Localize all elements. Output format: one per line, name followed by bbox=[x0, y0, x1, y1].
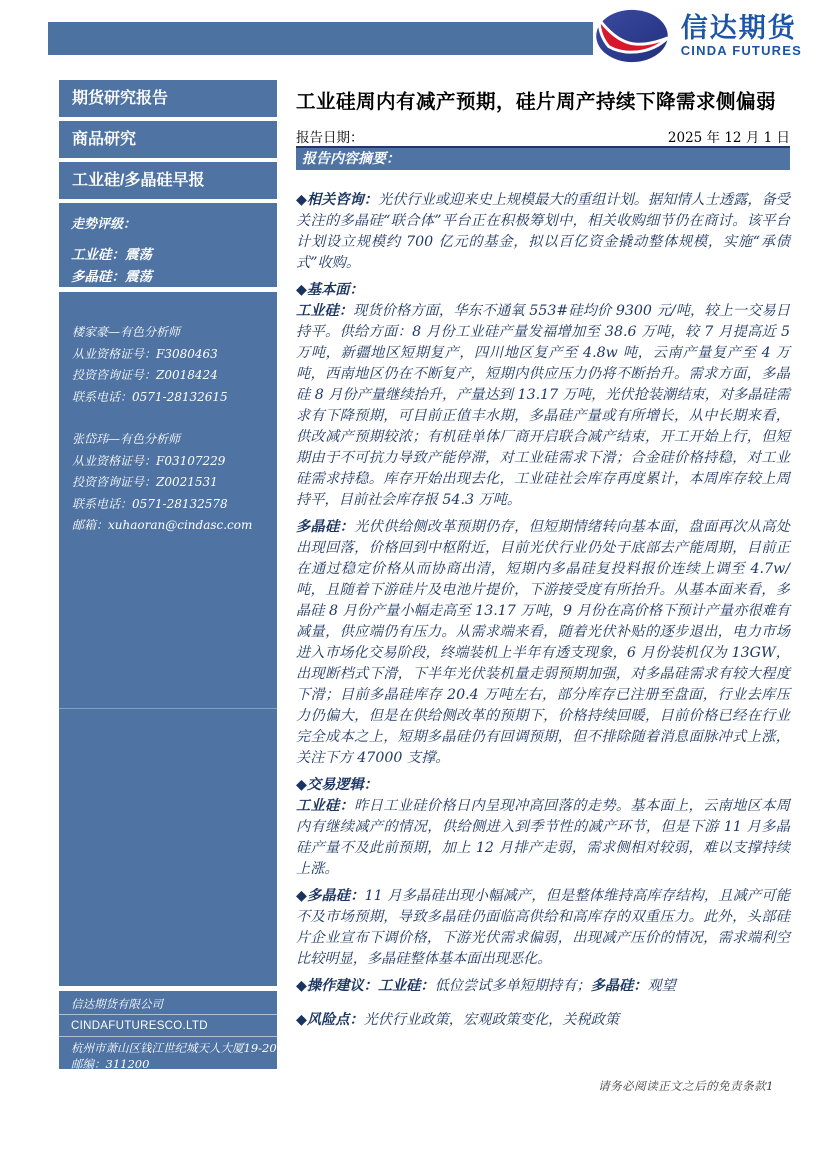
sidebar-tabs bbox=[59, 80, 277, 199]
trend-rating-label: 多晶硅： bbox=[71, 269, 125, 285]
sidebar-tab-2: 工业硅/多晶硅早报 bbox=[59, 162, 277, 199]
analyst-detail-line: 投资咨询证号：Z0018424 bbox=[72, 368, 218, 382]
paragraph-text: 光伏供给侧改革预期仍存，但短期情绪转向基本面，盘面再次从高处出现回落，价格回到中枢附近，目前光伏行业仍处于底部去产能周期，目前正在通过稳定价格从而协商出清，短期内多晶硅复投料报价连续上调至 4.7w/吨，且随着下游硅片及电池片提价，下游接受度有所抬升。从基本面来看，多晶硅 8 月份产量小幅走高至 13.17 万吨，9 月份在高价格下预计产量亦很难有减量，供应端仍有压力。从需求端来看，随着光伏补贴的逐步退出，电力市场进入市场化交易阶段，终端装机上半年有透支现象，6 月份装机仅为 13GW，出现断档式下滑，下半年光伏装机量走弱预期加强，对多晶硅需求有较大程度下滑；目前多晶硅库存 20.4 万吨左右，部分库存已注册至盘面，行业去库压力仍偏大，但是在供给侧改革的预期下，价格持续回暖，目前价格已经在行业完全成本之上，短期多晶硅仍有回调预期，但不排除随着消息面脉冲式上涨，关注下方 47000 支撑。 bbox=[296, 519, 790, 766]
report-date-label: 报告日期： bbox=[296, 130, 364, 146]
trend-rating-items bbox=[71, 244, 265, 288]
company-separator bbox=[59, 1036, 277, 1037]
paragraph-lead: 多晶硅： bbox=[590, 978, 648, 994]
top-accent-bar bbox=[48, 22, 593, 55]
report-paragraph-6 bbox=[296, 886, 790, 970]
sidebar bbox=[59, 80, 289, 1071]
brand-name-en: CINDA FUTURES bbox=[680, 42, 802, 58]
analyst-name: 楼家豪—有色分析师 bbox=[72, 325, 181, 339]
sidebar-tab-1: 商品研究 bbox=[59, 121, 277, 158]
paragraph-lead: ◆风险点： bbox=[296, 1012, 364, 1028]
paragraph-lead: 工业硅： bbox=[377, 978, 435, 994]
paragraph-lead: 工业硅： bbox=[296, 798, 355, 814]
report-date-value: 2025 年 12 月 1 日 bbox=[667, 130, 790, 146]
analyst-detail-line: 联系电话：0571-28132578 bbox=[72, 496, 228, 511]
report-paragraph-0 bbox=[296, 190, 790, 274]
paragraph-text: 现货价格方面，华东不通氧 553#硅均价 9300 元/吨，较上一交易日持平。供给方面：8 月份工业硅产量发福增加至 38.6 万吨，较 7 月提高近 5 万吨，新疆地区短期复产，四川地区复产至 4.8w 吨，云南产量复产至 4 万吨，西南地区仍在不断复产，短期内供应压力仍将不断抬升。需求方面，多晶硅 8 月份产量继续抬升，产量达到 13.17 万吨，光伏抢装潮结束，对多晶硅需求有下降预期，可目前正值丰水期，多晶硅产量或有所增长，从中长期来看，供改减产预期较浓；有机硅单体厂商开启联合减产结束，开工开始上行，但短期由于不可抗力导致产能停滞，对工业硅需求下滑；合金硅价格持稳，对工业硅需求持稳。库存开始出现去化，工业硅社会库存再度累计，本周库存较上周持平，目前社会库存报 54.3 万吨。 bbox=[296, 303, 790, 508]
analyst-block-0 bbox=[72, 322, 264, 408]
report-paragraph-5 bbox=[296, 796, 790, 880]
trend-rating-label: 工业硅： bbox=[71, 247, 125, 263]
analyst-block-1 bbox=[72, 429, 264, 537]
cinda-swoosh-icon bbox=[593, 6, 671, 64]
paragraph-lead: ◆操作建议： bbox=[296, 978, 378, 994]
trend-rating-box bbox=[59, 203, 277, 287]
brand-logo bbox=[593, 6, 802, 64]
paragraph-lead: ◆交易逻辑： bbox=[296, 777, 378, 793]
company-separator bbox=[59, 1014, 277, 1015]
analyst-info-box bbox=[59, 292, 277, 986]
paragraph-lead: ◆基本面： bbox=[296, 282, 364, 298]
report-date-row bbox=[296, 126, 790, 146]
analyst-detail-line: 邮箱：xuhaoran@cindasc.com bbox=[72, 518, 253, 532]
trend-rating-title: 走势评级： bbox=[71, 217, 137, 232]
company-name-en: CINDAFUTURESCO.LTD bbox=[71, 1020, 208, 1032]
paragraph-lead: 工业硅： bbox=[296, 303, 354, 319]
trend-rating-item-0 bbox=[71, 244, 265, 266]
paragraph-text: 11 月多晶硅出现小幅减产，但是整体维持高库存结构，且减产可能不及市场预期，导致多晶硅仍面临高供给和高库存的双重压力。此外，头部硅片企业宣布下调价格，下游光伏需求偏弱，出现减产压价的情况，需求端利空比较明显，多晶硅整体基本面出现恶化。 bbox=[296, 888, 790, 967]
paragraph-lead: 多晶硅： bbox=[296, 519, 355, 535]
company-postcode: 邮编：311200 bbox=[71, 1057, 150, 1071]
analyst-name: 张岱玮—有色分析师 bbox=[72, 432, 181, 446]
report-paragraph-8 bbox=[296, 1010, 790, 1031]
sidebar-divider bbox=[59, 708, 277, 709]
paragraph-text: 低位尝试多单短期持有； bbox=[434, 978, 591, 994]
analyst-detail-line: 从业资格证号：F03107229 bbox=[72, 453, 226, 468]
report-body bbox=[296, 190, 790, 1031]
report-paragraph-2 bbox=[296, 301, 790, 511]
paragraph-text: 昨日工业硅价格日内呈现冲高回落的走势。基本面上，云南地区本周内有继续减产的情况，供给侧进入到季节性的减产环节，但是下游 11 月多晶硅产量不及此前预期，加上 12 月排产走弱，需求侧相对较弱，难以支撑持续上涨。 bbox=[296, 798, 790, 877]
sidebar-tab-0: 期货研究报告 bbox=[59, 80, 277, 117]
report-paragraph-7 bbox=[296, 976, 790, 997]
report-paragraph-3 bbox=[296, 517, 790, 769]
analyst-detail-line: 联系电话：0571-28132615 bbox=[72, 389, 228, 404]
paragraph-text: 光伏行业政策，宏观政策变化，关税政策 bbox=[363, 1012, 620, 1028]
analyst-detail-line: 从业资格证号：F3080463 bbox=[72, 346, 218, 361]
trend-rating-value: 震荡 bbox=[125, 269, 152, 285]
summary-bar: 报告内容摘要： bbox=[296, 146, 790, 170]
footer-disclaimer-text: 请务必阅读正文之后的免责条款 bbox=[598, 1079, 767, 1093]
paragraph-lead: ◆相关咨询： bbox=[296, 192, 378, 208]
brand-name-cn: 信达期货 bbox=[680, 12, 797, 43]
company-info-box bbox=[59, 991, 289, 1071]
report-paragraph-4 bbox=[296, 775, 790, 796]
footer-page-number: 1 bbox=[766, 1079, 774, 1093]
analyst-detail-line: 投资咨询证号：Z0021531 bbox=[72, 475, 218, 489]
report-title: 工业硅周内有减产预期，硅片周产持续下降需求侧偏弱 bbox=[296, 91, 777, 113]
paragraph-lead: ◆多晶硅： bbox=[296, 888, 365, 904]
company-name-cn: 信达期货有限公司 bbox=[71, 997, 163, 1011]
footer-disclaimer bbox=[598, 1078, 774, 1094]
paragraph-text: 光伏行业或迎来史上规模最大的重组计划。据知情人士透露，备受关注的多晶硅“联合体”平台正在积极筹划中，相关收购细节仍在商讨。该平台计划设立规模约 700 亿元的基金，拟以百亿资金撬动整体规模，实施“承债式”收购。 bbox=[296, 192, 790, 271]
paragraph-text: 观望 bbox=[647, 978, 676, 994]
report-paragraph-1 bbox=[296, 280, 790, 301]
trend-rating-item-1 bbox=[71, 266, 265, 288]
company-address: 杭州市萧山区钱江世纪城天人大厦19-20楼 bbox=[71, 1041, 289, 1055]
brand-logo-text bbox=[681, 13, 802, 58]
trend-rating-value: 震荡 bbox=[125, 247, 152, 263]
